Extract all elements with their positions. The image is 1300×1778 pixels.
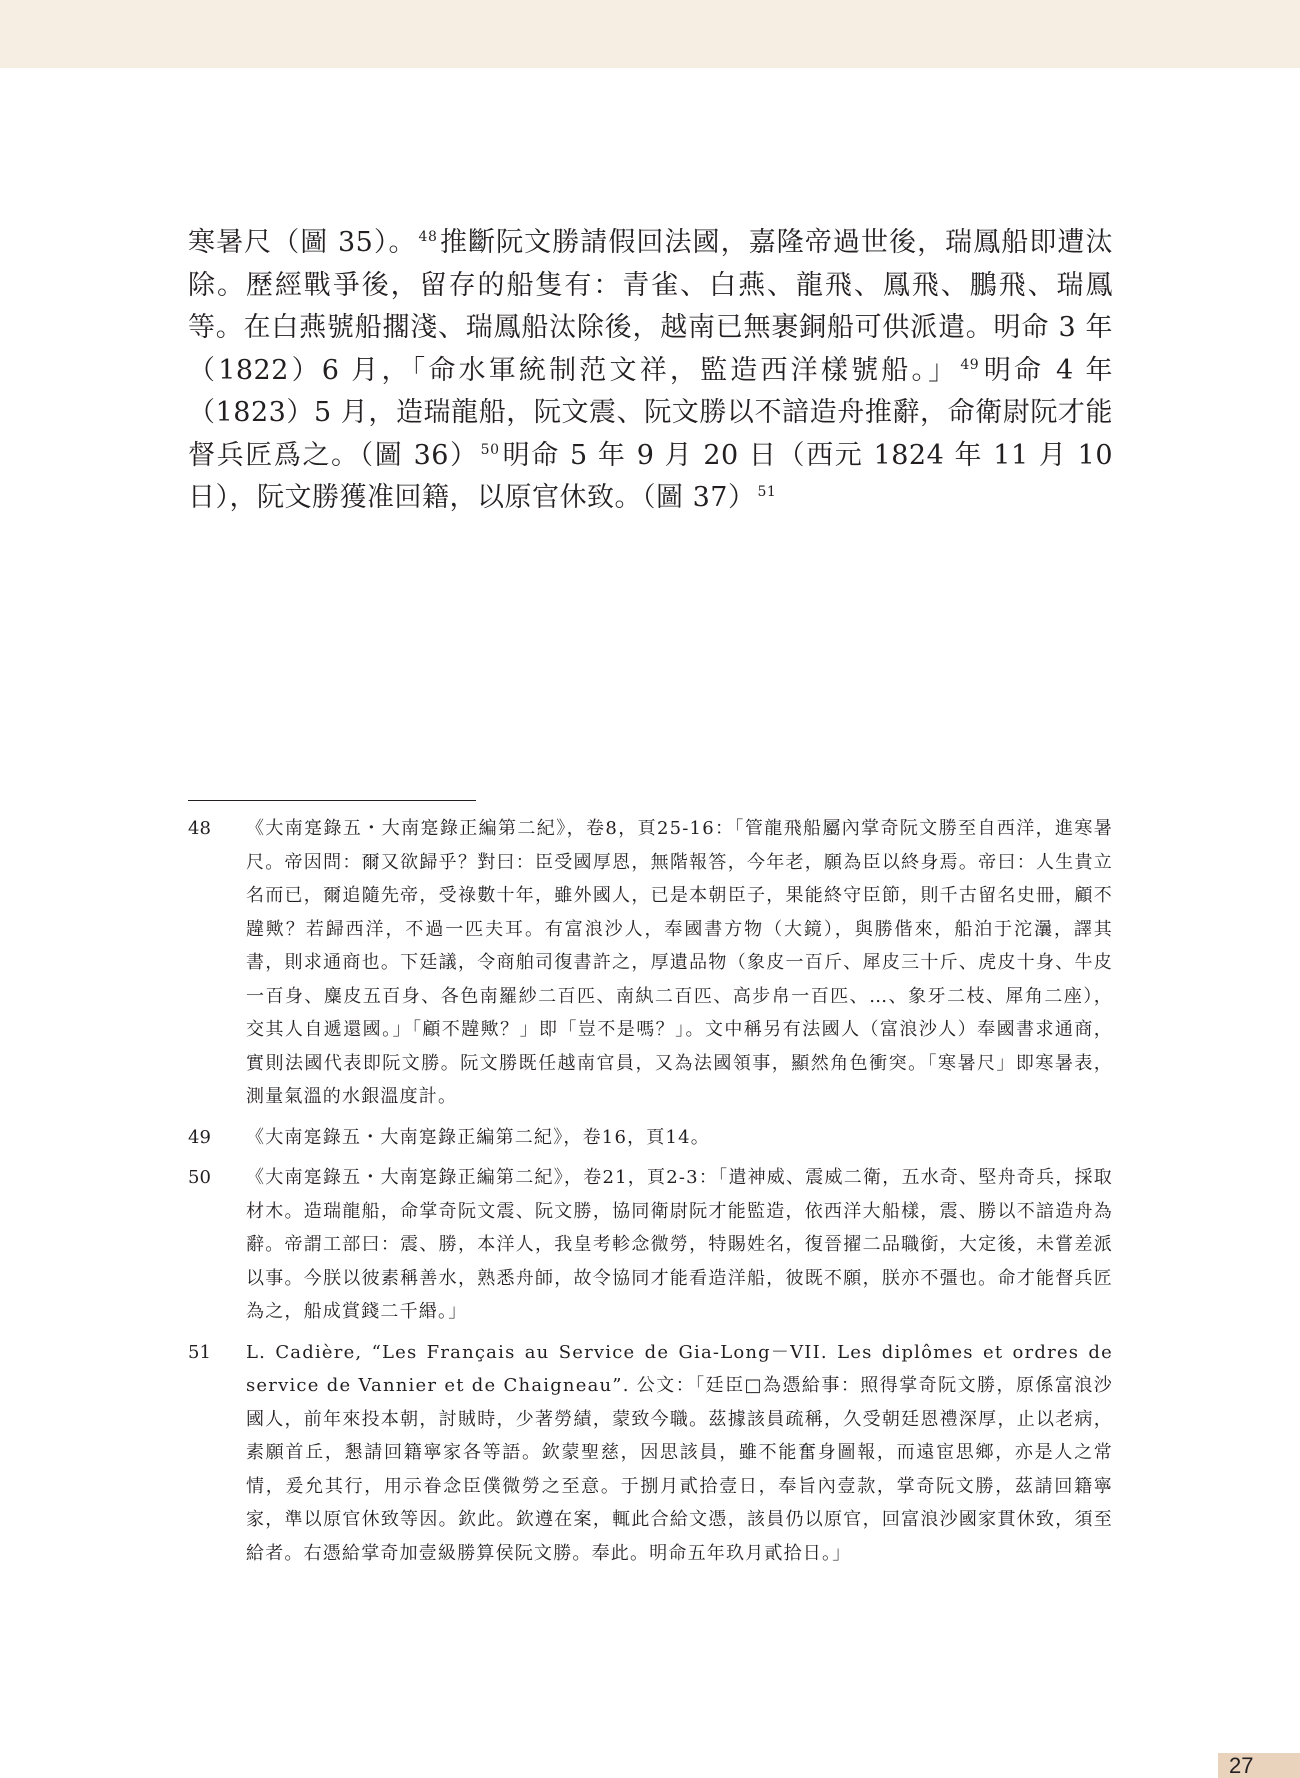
body-text-1: 寒暑尺（圖 35）。 — [188, 227, 417, 258]
footnote-49 — [188, 1121, 1113, 1155]
footnote-number: 50 — [188, 1167, 211, 1188]
body-text-3: 明命 4 年（1823）5 月，造瑞龍船，阮文震、阮文勝以不諳造舟推辭，命衛尉阮才能督兵匠爲之。（圖 36） — [188, 354, 1113, 471]
body-text-2: 推斷阮文勝請假回法國，嘉隆帝過世後，瑞鳳船即遭汰除。歷經戰爭後，留存的船隻有：青雀、白燕、龍飛、鳳飛、鵬飛、瑞鳳等。在白燕號船擱淺、瑞鳳船汰除後，越南已無裹銅船可供派遣。明命 3 年（1822）6 月，「命水軍統制范文祥，監造西洋樣號船。」 — [188, 227, 1113, 386]
footnote-ref-50[interactable]: 50 — [480, 441, 500, 458]
main-paragraph — [188, 222, 1113, 520]
footnote-number: 51 — [188, 1341, 211, 1363]
footnote-number: 48 — [188, 818, 211, 839]
footnote-ref-49[interactable]: 49 — [960, 356, 980, 373]
footnote-number: 49 — [188, 1126, 211, 1148]
footnotes — [188, 812, 1113, 1577]
footnote-ref-51[interactable]: 51 — [757, 484, 777, 500]
footnote-text: 《大南寔錄五・大南寔錄正編第二紀》，卷21，頁2-3：「遣神威、震威二衛，五水奇、堅舟奇兵，採取材木。造瑞龍船，命掌奇阮文震、阮文勝，協同衛尉阮才能監造，依西洋大船樣，震、勝以不諳造舟為辭。帝謂工部曰：震、勝，本洋人，我皇考軫念微勞，特賜姓名，復晉擢二品職銜，大定後，未嘗差派以事。今朕以彼素稱善水，熟悉舟師，故令協同才能看造洋船，彼既不願，朕亦不彊也。命才能督兵匠為之，船成賞錢二千緡。」 — [246, 1167, 1113, 1322]
body-text-4: 明命 5 年 9 月 20 日（西元 1824 年 11 月 10 日），阮文勝獲准回籍，以原官休致。（圖 37） — [188, 439, 1113, 513]
footnote-48 — [188, 812, 1113, 1114]
footnote-51 — [188, 1336, 1113, 1571]
footnote-text: L. Cadière, “Les Français au Service de Gia-Long－VII. Les diplômes et ordres de service de Vannier et de Chaigneau”. 公文：「廷臣□為憑給事：照得掌奇阮文勝，原係富浪沙國人，前年來投本朝，討賊時，少著勞績，蒙致今職。茲據該員疏稱，久受朝廷恩禮深厚，止以老病，素願首丘，懇請回籍寧家各等語。欽蒙聖慈，因思該員，雖不能奮身圖報，而遠宦思鄉，亦是人之常情，爰允其行，用示眷念臣僕微勞之至意。于捌月貳拾壹日，奉旨內壹款，掌奇阮文勝，茲請回籍寧家，準以原官休致等因。欽此。欽遵在案，輒此合給文憑，該員仍以原官，回富浪沙國家貫休致，須至給者。右憑給掌奇加壹級勝算侯阮文勝。奉此。明命五年玖月貳拾日。」 — [246, 1341, 1113, 1564]
footnote-50 — [188, 1161, 1113, 1329]
header-band — [0, 0, 1300, 68]
footnote-divider — [188, 800, 476, 801]
footnote-text: 《大南寔錄五・大南寔錄正編第二紀》，卷16，頁14。 — [246, 1126, 711, 1148]
page-number: 27 — [1218, 1753, 1300, 1778]
footnote-text: 《大南寔錄五・大南寔錄正編第二紀》，卷8，頁25-16：「管龍飛船屬內掌奇阮文勝至自西洋，進寒暑尺。帝因問：爾又欲歸乎？對曰：臣受國厚恩，無階報答，今年老，願為臣以終身焉。帝曰：人生貴立名而已，爾追隨先帝，受祿數十年，雖外國人，已是本朝臣子，果能終守臣節，則千古留名史冊，顧不韙歟？若歸西洋，不過一匹夫耳。有富浪沙人，奉國書方物（大鏡），與勝偕來，船泊于沱㶞，譯其書，則求通商也。下廷議，令商舶司復書許之，厚遺品物（象皮一百斤、犀皮三十斤、虎皮十身、牛皮一百身、麋皮五百身、各色南羅紗二百匹、南紈二百匹、高步帛一百匹、…、象牙二枝、犀角二座），交其人自遞還國。」「顧不韙歟？」即「豈不是嗎？」。文中稱另有法國人（富浪沙人）奉國書求通商，實則法國代表即阮文勝。阮文勝既任越南官員，又為法國領事，顯然角色衝突。「寒暑尺」即寒暑表，測量氣溫的水銀溫度計。 — [246, 818, 1113, 1107]
footnote-ref-48[interactable]: 48 — [418, 229, 438, 245]
